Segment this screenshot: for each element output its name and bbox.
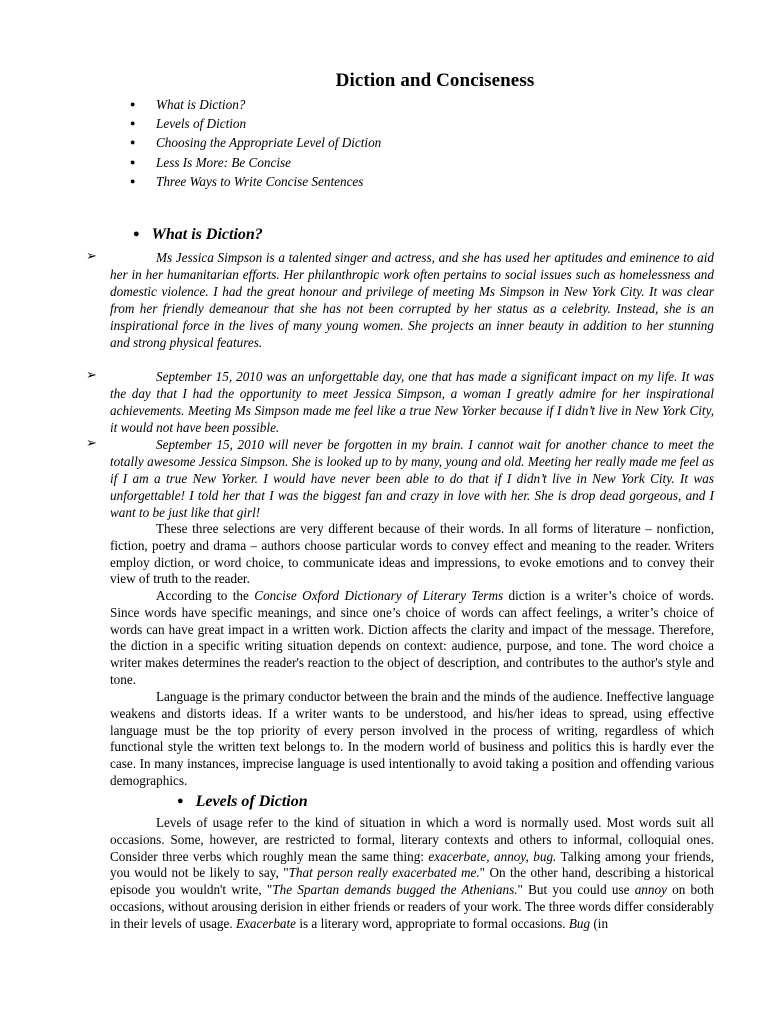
arrow-bullet-icon: ➢: [86, 249, 97, 264]
toc-item: ● Levels of Diction: [130, 114, 381, 133]
quote-text: Ms Jessica Simpson is a talented singer and actress, and she has used her aptitudes and eminence to aid her in her humanitarian efforts. Her philanthropic work often pertains to social issues such as homelessness and domestic violence. I had the great honour and privilege of meeting Ms Simpson in New York City. It was clear from her friendly demeanour that she has not been corrupted by her status as a celebrity. Instead, she is an inspirational force in the lives of many young women. She projects an inner beauty in addition to her stunning and strong physical features.: [110, 250, 714, 350]
example-quote-1: [110, 249, 714, 351]
section-heading-levels: [177, 793, 308, 811]
paragraph-3: [110, 689, 714, 790]
paragraph-text: (in: [590, 915, 609, 931]
toc-item: ● Choosing the Appropriate Level of Diction: [130, 133, 381, 152]
book-title: Concise Oxford Dictionary of Literary Terms: [254, 588, 504, 603]
page-title: Diction and Conciseness: [335, 70, 535, 91]
paragraph-text: diction is a writer’s choice of words. Since words have specific meanings, and since one’s choice of words can affect feelings, a writer’s choice of words can have great impact in a written work. Diction affects the clarity and impact of the message. Therefore, the diction in a specific writing situation depends on context: audience, purpose, and tone. The word choice a writer makes determines the reader's reaction to the object of description, and contributes to the author's style and tone.: [110, 588, 714, 687]
example-quote-3: [110, 436, 714, 521]
paragraph-text: These three selections are very different because of their words. In all forms of literature – nonfiction, fiction, poetry and drama – authors choose particular words to convey effect and meaning to the reader. Writers employ diction, or word choice, to communicate ideas and impressions, to evoke emotions and to convey their view of truth to the reader.: [110, 521, 714, 587]
emphasis: That person really exacerbated me.: [288, 865, 480, 881]
paragraph-1: [110, 521, 714, 588]
example-quote-2: [110, 368, 714, 436]
paragraph-text: Talking among your friends, you would not be likely to say, ": [110, 848, 714, 881]
paragraph-text: Levels of usage refer to the kind of situation in which a word is normally used. Most words suit all occasions. Some, however, are restricted to formal, literary contexts and others to informal, colloquial ones. Consider three verbs which roughly mean the same thing:: [110, 815, 714, 864]
toc-item: ● Three Ways to Write Concise Sentences: [130, 172, 381, 191]
emphasis: The Spartan demands bugged the Athenians.: [272, 882, 518, 898]
emphasis: Bug: [568, 915, 591, 931]
emphasis: Exacerbate: [235, 915, 297, 931]
arrow-bullet-icon: ➢: [86, 368, 97, 383]
emphasis: exacerbate, annoy, bug.: [428, 848, 557, 864]
paragraph-text: According to the: [156, 588, 255, 603]
toc-item: ● Less Is More: Be Concise: [130, 153, 381, 172]
paragraph-4: [110, 815, 714, 933]
section-heading-text: Levels of Diction: [195, 793, 308, 810]
paragraph-text: " On the other hand, describing a historical episode you wouldn't write, ": [110, 865, 715, 898]
section-heading-diction: [133, 226, 263, 244]
paragraph-text: " But you could use: [517, 882, 635, 898]
paragraph-text: Language is the primary conductor between the brain and the minds of the audience. Ineffective language weakens and distorts ideas. If a writer wants to be understood, and his/her ideas to spread, using effective language must be the top priority of every person involved in the process of writing, regardless of which functional style the written text belongs to. In the modern world of business and politics this is hardly ever the case. In many instances, imprecise language is used intentionally to avoid taking a position and offending various demographics.: [110, 689, 714, 788]
paragraph-text: on both occasions, without arousing derision in either friends or readers of your work. The three words differ considerably in their levels of usage.: [110, 882, 714, 931]
bullet-icon: ●: [177, 795, 184, 807]
paragraph-2: [110, 588, 714, 689]
toc-item: ● What is Diction?: [130, 95, 381, 114]
emphasis: annoy: [634, 882, 667, 898]
quote-text: September 15, 2010 was an unforgettable day, one that has made a significant impact on my life. It was the day that I had the opportunity to meet Jessica Simpson, a woman I greatly admire for her inspirational achievements. Meeting Ms Simpson made me feel like a true New Yorker because if I didn’t live in New York City, it would not have been possible.: [110, 369, 714, 435]
quote-text: September 15, 2010 will never be forgotten in my brain. I cannot wait for another chance to meet the totally awesome Jessica Simpson. She is looked up to by many, young and old. Meeting her really made me feel as if I am a true New Yorker. I would have never been able to do that if I didn’t live in New York City. It was unforgettable! I told her that I was the biggest fan and crazy in love with her. She is drop dead gorgeous, and I want to be just like that girl!: [110, 437, 714, 520]
paragraph-text: is a literary word, appropriate to formal occasions.: [296, 915, 569, 931]
table-of-contents: [130, 95, 381, 191]
arrow-bullet-icon: ➢: [86, 436, 97, 451]
section-heading-text: What is Diction?: [151, 226, 263, 243]
bullet-icon: ●: [133, 228, 140, 240]
